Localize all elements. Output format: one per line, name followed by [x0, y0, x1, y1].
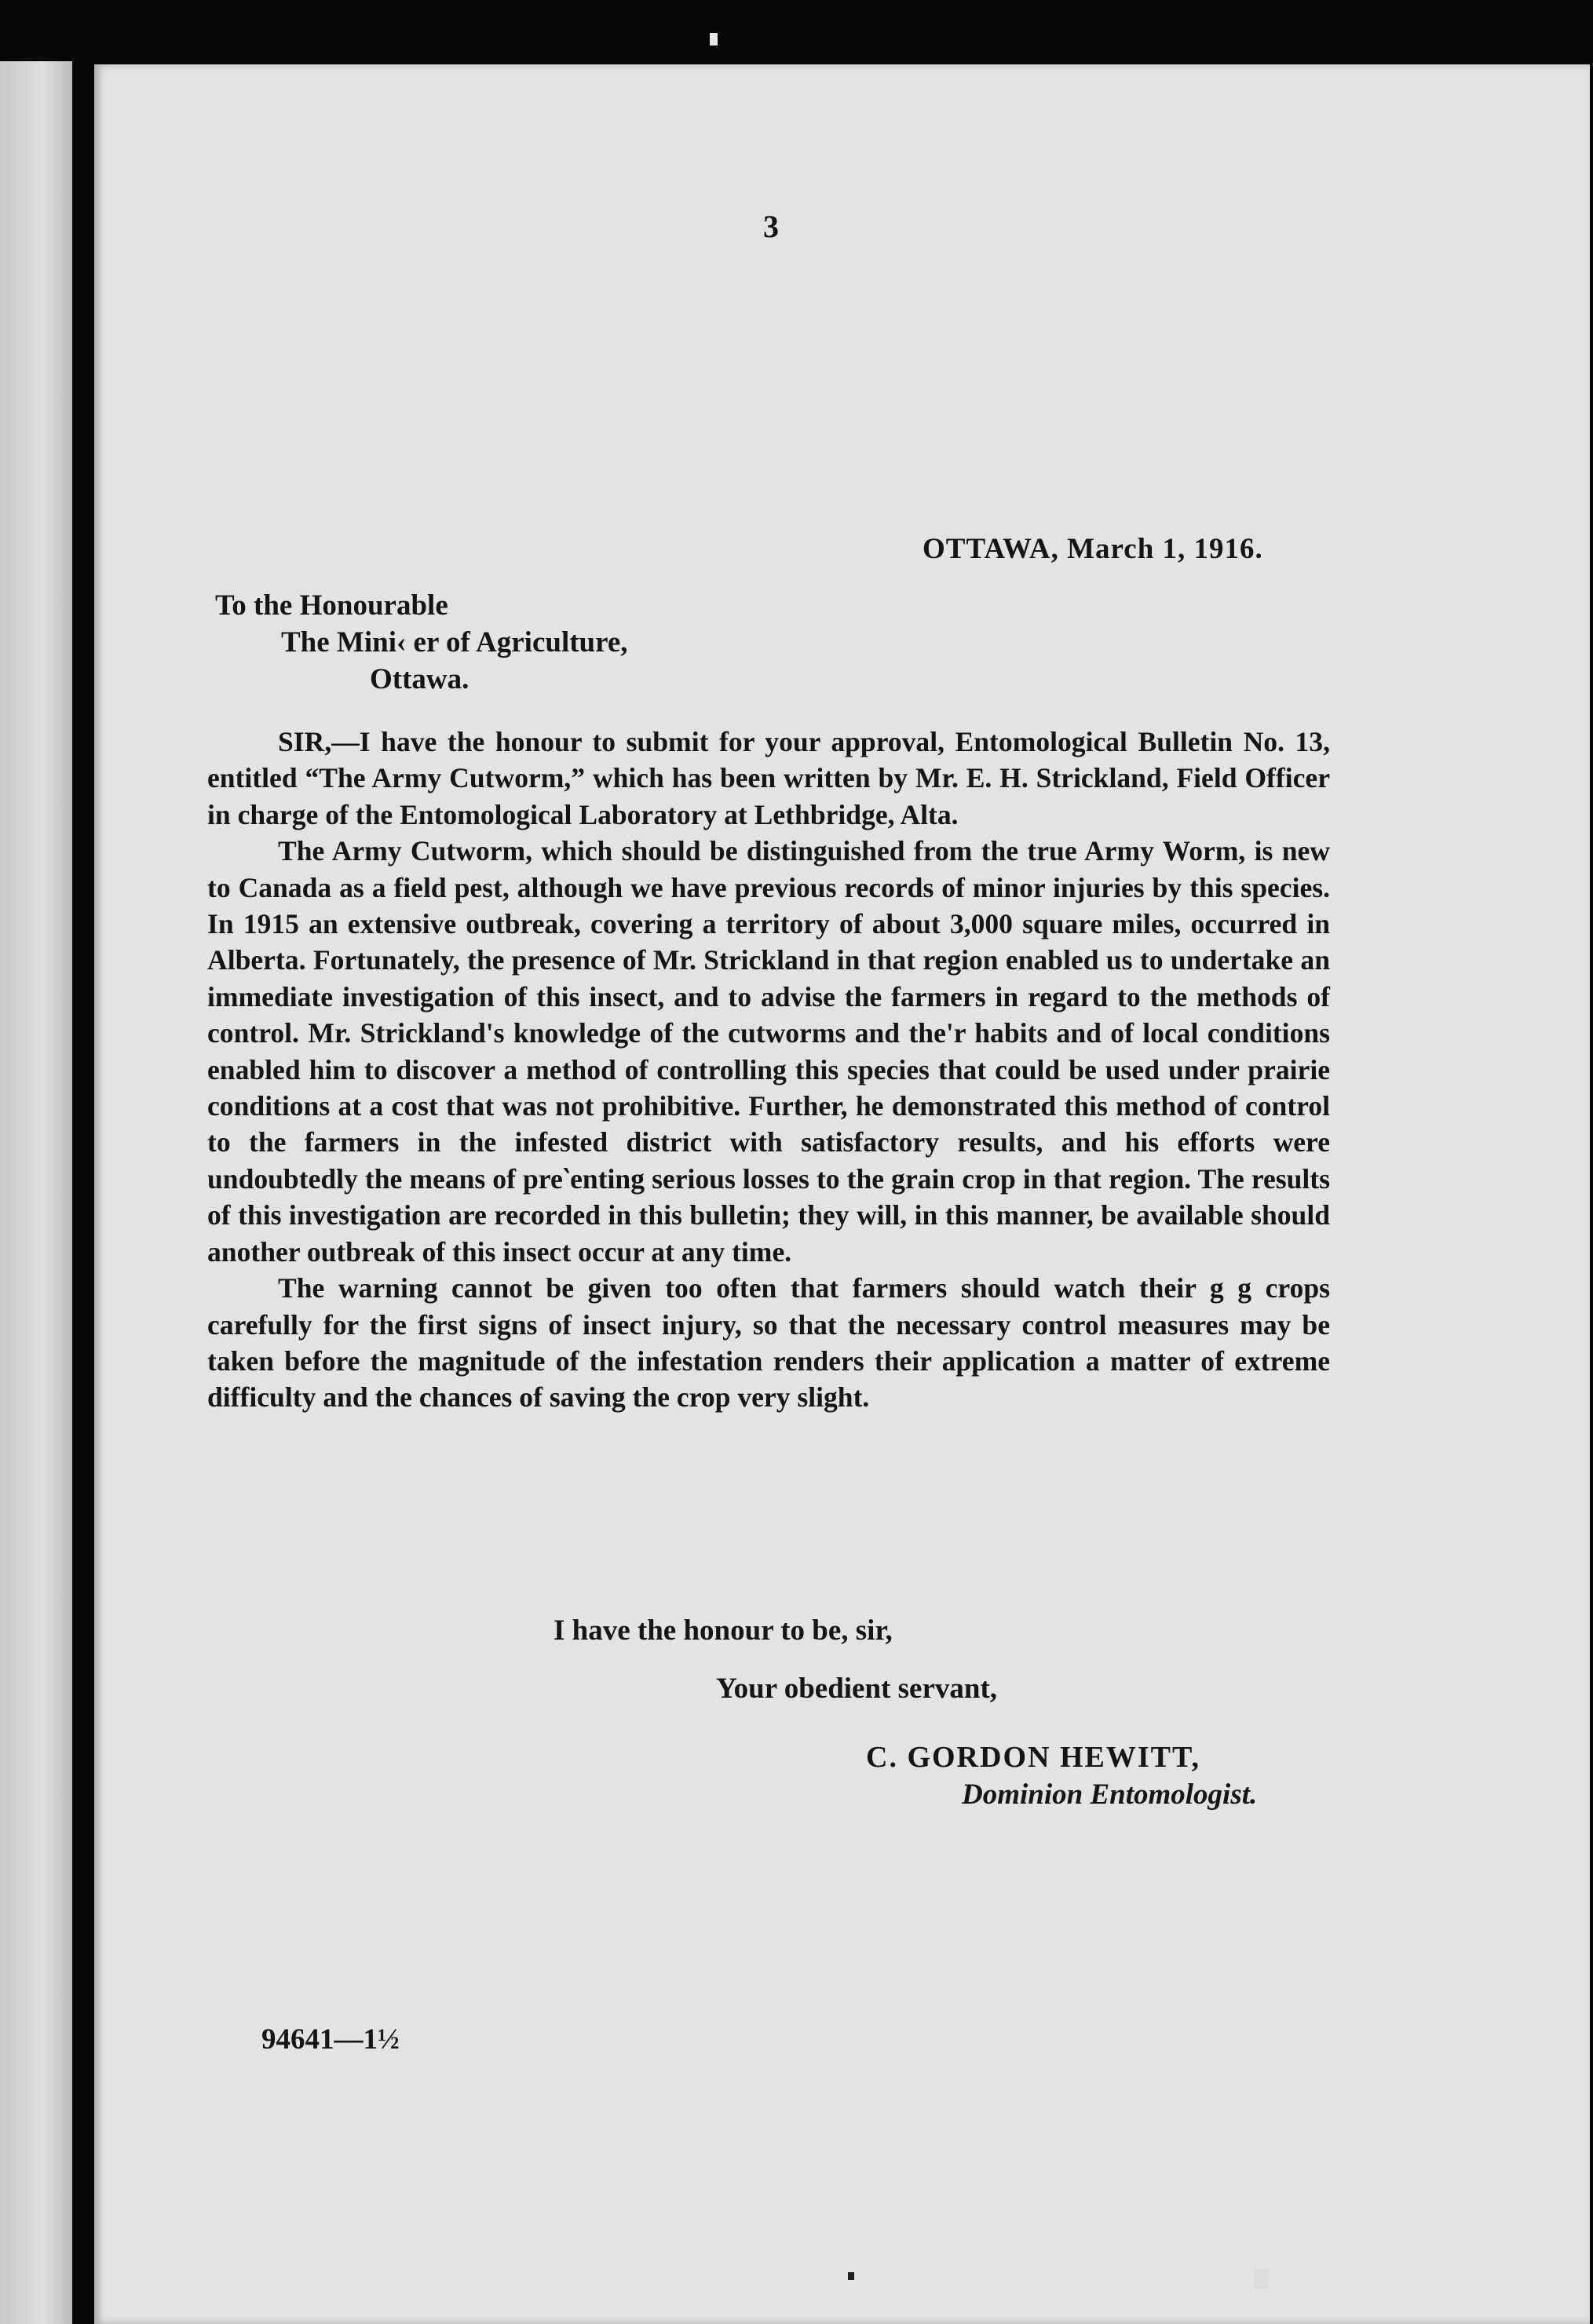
scan-speck [848, 2272, 854, 2280]
page-number: 3 [763, 209, 779, 244]
body-paragraph-2: The Army Cutworm, which should be distinguished from the true Army Worm, is new to Canada as a field pest, although we have previous records of minor injuries by this species. In 1915 an extensive outbreak, covering a territory of about 3,000 square miles, occurred in Alberta. Fortunately, the presence of Mr. Strickland in that region enabled us to undertake an immediate investigation of this insect, and to advise the farmers in regard to the methods of control. Mr. Strickland's knowledge of the cutworms and the'r habits and of local conditions enabled him to discover a method of controlling this species that could be used under prairie conditions at a cost that was not prohibitive. Further, he demonstrated this method of control to the farmers in the infested district with satisfactory results, and his efforts were undoubtedly the means of pre‵enting serious losses to the grain crop in that region. The results of this investigation are recorded in this bulletin; they will, in this manner, be available should another outbreak of this insect occur at any time. [207, 835, 1330, 1268]
address-line-1: To the Honourable [215, 589, 448, 622]
address-line-2: The Mini‹ er of Agriculture, [281, 626, 628, 659]
letter-body [207, 724, 1330, 1416]
print-code: 94641—1½ [261, 2023, 400, 2056]
facing-page-edge [0, 61, 72, 2324]
body-paragraph-3: The warning cannot be given too often that farmers should watch their g g crops carefully for the first signs of insect injury, so that the necessary control measures may be taken before the magnitude of the infestation renders their application a matter of extreme difficulty and the chances of saving the crop very slight. [207, 1272, 1330, 1414]
dateline: OTTAWA, March 1, 1916. [923, 533, 1263, 565]
scan-speck [1255, 2268, 1269, 2289]
signer-title: Dominion Entomologist. [962, 1779, 1258, 1811]
valediction: Your obedient servant, [716, 1673, 998, 1705]
scan-speck [710, 33, 718, 46]
address-line-3: Ottawa. [370, 663, 469, 695]
body-paragraph-1: SIR,—I have the honour to submit for your approval, Entomological Bulletin No. 13, entitled “The Army Cutworm,” which has been written by Mr. E. H. Strickland, Field Officer in charge of the Entomological Laboratory at Lethbridge, Alta. [207, 726, 1330, 830]
closing-line: I have the honour to be, sir, [554, 1614, 893, 1647]
signer-name: C. GORDON HEWITT, [866, 1741, 1201, 1774]
recipient-address [215, 587, 628, 698]
